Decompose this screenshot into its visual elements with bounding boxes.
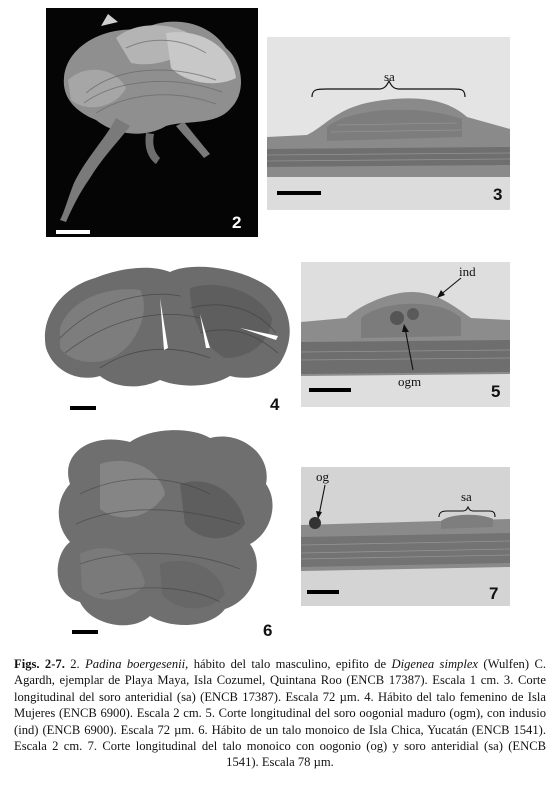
panel-number: 2 (232, 213, 242, 232)
scale-bar (70, 406, 96, 410)
scale-bar (277, 191, 321, 195)
figure-panel-2 (46, 8, 258, 237)
monoecious-section-photo (301, 467, 510, 606)
caption-text: , hábito del talo masculino, epifito de (185, 657, 392, 671)
figure-panel-5 (301, 262, 510, 407)
panel-number: 3 (493, 185, 503, 204)
antheridial-sorus-section-photo (267, 37, 510, 210)
oogonium-label: og (316, 469, 329, 484)
figure-panel-7 (301, 467, 510, 606)
host-species-name: Digenea simplex (391, 657, 479, 671)
scale-bar (56, 230, 90, 234)
figure-panel-4 (40, 258, 292, 416)
mature-oogonium-label: ogm (398, 374, 422, 389)
figure-caption (14, 656, 546, 771)
padina-monoecious-thallus-photo (40, 424, 280, 642)
sorus-label: sa (384, 69, 395, 84)
padina-male-thallus-photo (46, 8, 258, 237)
figure-panel-6 (40, 424, 280, 642)
scale-bar (72, 630, 98, 634)
sorus-label: sa (461, 489, 472, 504)
scale-bar (307, 590, 339, 594)
indusium-label: ind (459, 264, 476, 279)
caption-text: (Wulfen) C. Agardh, ejemplar de Playa Maya, Isla Cozumel, Quintana Roo (ENCB 17387). Escala 1 cm. 3. Corte longitudinal del soro anteridial (sa) (ENCB 17387). Escala 72 µm. 4. Hábito del talo femenino de Isla Mujeres (ENCB 6900). Escala 2 cm. 5. Corte longitudinal del soro oogonial maduro (ogm), con indusio (ind) (ENCB 6900). Escala 72 µm. 6. Hábito de un talo monoico de Isla Chica, Yucatán (ENCB 1541). Escala 2 cm. 7. Corte longitudinal del talo monoico con oogonio (og) y soro anteridial (sa) (ENCB 1541). Escala 78 µm. (14, 657, 546, 770)
scale-bar (309, 388, 351, 392)
caption-lead: Figs. 2-7. (14, 657, 65, 671)
panel-number: 7 (489, 584, 499, 603)
panel-number: 5 (491, 382, 501, 401)
species-name: Padina boergesenii (85, 657, 186, 671)
panel-number: 6 (263, 621, 273, 640)
caption-text: 2. (64, 657, 86, 671)
padina-female-thallus-photo (40, 258, 292, 416)
figure-panel-3 (267, 37, 510, 210)
panel-number: 4 (270, 395, 280, 414)
